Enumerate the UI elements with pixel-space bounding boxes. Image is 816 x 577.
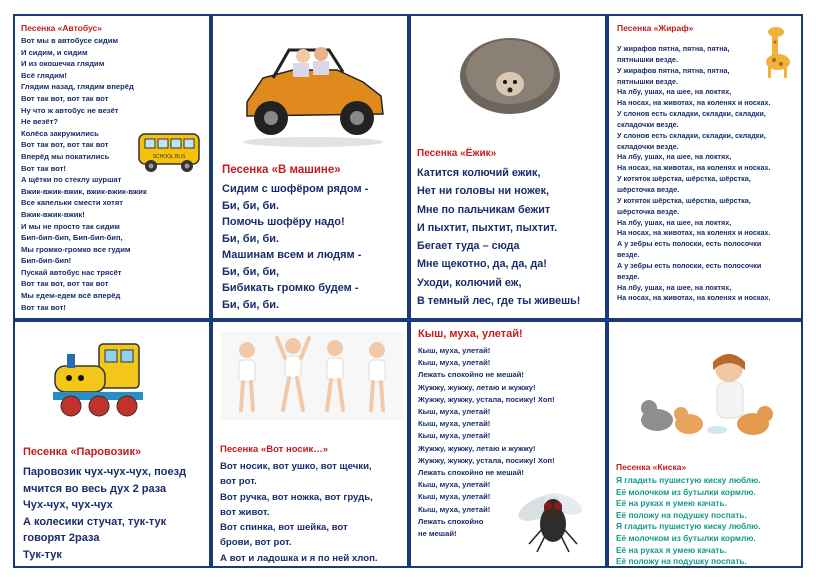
song-lines bbox=[616, 475, 761, 568]
song-line: Вот так вот, вот так вот bbox=[21, 93, 109, 103]
song-line: Колёса закружились bbox=[21, 128, 99, 138]
song-line: Жужжу, жужжу, устала, посижу! Хоп! bbox=[418, 394, 555, 404]
song-line: Жужжу, жужжу, устала, посижу! Хоп! bbox=[418, 455, 555, 465]
song-line: Вперёд мы покатились bbox=[21, 151, 110, 161]
school-bus-illustration bbox=[135, 124, 205, 176]
song-line: Бип-бип-бип, Бип-бип-бип, bbox=[21, 233, 123, 243]
song-line: Вот ручка, вот ножка, вот грудь, bbox=[220, 491, 373, 503]
song-line: У слонов есть складки, складки, складки, bbox=[617, 130, 766, 140]
song-lines bbox=[21, 35, 147, 313]
song-line: Глядим назад, глядим вперёд bbox=[21, 82, 134, 92]
song-line: И пыхтит, пыхтит, пыхтит. bbox=[417, 221, 558, 234]
card-fly bbox=[409, 320, 607, 568]
song-line: Не везёт? bbox=[21, 117, 58, 127]
song-line: Вот мы в автобусе сидим bbox=[21, 36, 118, 45]
hedgehog-photo bbox=[455, 28, 565, 118]
song-line: А колесики стучат, тук-тук bbox=[23, 515, 167, 528]
song-line: У котяток шёрстка, шёрстка, шёрстка, bbox=[617, 174, 751, 184]
song-line: Би, би, би. bbox=[222, 232, 280, 245]
card-title: Песенка «В машине» bbox=[222, 164, 341, 176]
song-line: В темный лес, где ты живешь! bbox=[417, 295, 581, 308]
song-lines bbox=[23, 464, 186, 563]
song-line: У жирафов пятна, пятна, пятна, bbox=[617, 65, 730, 75]
song-line: На лбу, ушах, на шее, на локтях, bbox=[617, 282, 732, 292]
song-line: Её положу на подушку поспать. bbox=[616, 509, 747, 520]
song-line: Кыш, муха, улетай! bbox=[418, 407, 491, 417]
song-line: Мы едем-едем всё вперёд bbox=[21, 291, 121, 301]
song-line: Кыш, муха, улетай! bbox=[418, 346, 491, 355]
song-line: вот рот. bbox=[220, 476, 257, 488]
song-line: не мешай! bbox=[418, 529, 457, 539]
song-line: Уходи, колючий еж, bbox=[417, 276, 522, 289]
song-line: И сидим, и сидим bbox=[21, 47, 88, 57]
song-line: Бип-бип-бип! bbox=[21, 256, 72, 266]
song-line: Кыш, муха, улетай! bbox=[418, 419, 491, 429]
song-line: Пускай автобус нас трясёт bbox=[21, 267, 122, 277]
song-line: Мне щекотно, да, да, да! bbox=[417, 258, 547, 271]
song-line: У слонов есть складки, складки, складки, bbox=[617, 109, 766, 119]
song-line: Кыш, муха, улетай! bbox=[418, 431, 491, 441]
song-line: На носах, на животах, на коленях и носках. bbox=[617, 98, 771, 108]
song-line: Я гладить пушистую киску люблю. bbox=[616, 475, 761, 485]
song-line: говорят 2раза bbox=[23, 532, 100, 544]
song-line: На носах, на животах, на коленях и носках. bbox=[617, 293, 771, 303]
card-title: Песенка «Автобус» bbox=[21, 23, 102, 33]
song-line: На лбу, ушах, на шее, на локтях, bbox=[617, 217, 732, 227]
song-line: Её молочком из бутылки кормлю. bbox=[616, 486, 756, 497]
song-lines bbox=[220, 459, 378, 566]
song-line: На лбу, ушах, на шее, на локтях, bbox=[617, 87, 732, 97]
song-line: Помочь шофёру надо! bbox=[222, 216, 345, 228]
song-line: пятнышки везде. bbox=[617, 54, 678, 64]
song-line: Би, би, би. bbox=[222, 298, 280, 311]
song-line: Чух-чух, чух-чух bbox=[23, 499, 113, 511]
song-line: И из окошечка глядим bbox=[21, 59, 105, 69]
song-line: Кыш, муха, улетай! bbox=[418, 358, 491, 368]
song-line: Бегает туда – сюда bbox=[417, 240, 520, 253]
song-line: Вот так вот! bbox=[21, 163, 66, 173]
song-cards-grid bbox=[13, 14, 803, 568]
card-title: Песенка «Вот носик…» bbox=[220, 444, 329, 455]
song-line: пятнышки везде. bbox=[617, 76, 678, 86]
song-line: складочки везде. bbox=[617, 141, 679, 151]
song-line: Мы громко-громко все гудим bbox=[21, 244, 131, 254]
card-hedgehog bbox=[409, 14, 607, 320]
song-line: На лбу, ушах, на шее, на локтях, bbox=[617, 152, 732, 162]
song-line: Жужжу, жужжу, летаю и жужжу! bbox=[418, 382, 536, 392]
song-line: вот живот. bbox=[220, 506, 270, 518]
song-line: Её молочком из бутылки кормлю. bbox=[616, 532, 756, 543]
song-line: шёрсточка везде. bbox=[617, 206, 680, 216]
song-line: Жужжу, жужжу, летаю и жужжу! bbox=[418, 443, 536, 453]
card-giraffe bbox=[607, 14, 803, 320]
song-line: Все капельки смести хотят bbox=[21, 198, 123, 208]
toy-train-illustration bbox=[47, 336, 153, 422]
song-line: Би, би, би, bbox=[222, 265, 280, 278]
song-line: складочки везде. bbox=[617, 119, 679, 129]
song-line: Машинам всем и людям - bbox=[222, 249, 362, 261]
song-line: Её на руках я умею качать. bbox=[616, 498, 727, 509]
toy-car-photo bbox=[233, 30, 393, 148]
song-line: Лежать спокойно не мешай! bbox=[418, 468, 524, 478]
song-line: Ну что ж автобус не везёт bbox=[21, 105, 119, 115]
card-nose bbox=[211, 320, 409, 568]
song-line: Вот носик, вот ушко, вот щечки, bbox=[220, 461, 372, 472]
song-line: На носах, на животах, на коленях и носках. bbox=[617, 163, 771, 173]
babies-photo bbox=[221, 332, 403, 420]
bus-sign: SCHOOL BUS bbox=[152, 154, 186, 160]
card-title: Кыш, муха, улетай! bbox=[418, 328, 523, 340]
song-line: У котяток шёрстка, шёрстка, шёрстка, bbox=[617, 195, 751, 205]
song-line: Её положу на подушку поспать. bbox=[616, 556, 747, 567]
song-line: Я гладить пушистую киску люблю. bbox=[616, 521, 761, 532]
song-line: А щётки по стеклу шуршат bbox=[21, 175, 122, 185]
song-line: А у зебры есть полоски, есть полосочки bbox=[617, 260, 762, 270]
song-line: Лежать спокойно bbox=[418, 516, 484, 526]
song-line: Вот так вот, вот так вот bbox=[21, 140, 109, 150]
song-line: Кыш, муха, улетай! bbox=[418, 480, 491, 490]
song-line: Тук-тук bbox=[23, 548, 62, 561]
song-line: Мне по пальчикам бежит bbox=[417, 203, 551, 216]
song-line: Кыш, муха, улетай! bbox=[418, 504, 491, 514]
fly-illustration bbox=[513, 480, 593, 554]
card-title: Песенка «Жираф» bbox=[617, 23, 694, 33]
song-line: Вот так вот! bbox=[21, 302, 66, 312]
song-line: брови, вот рот. bbox=[220, 537, 292, 549]
song-line: Нет ни головы ни ножек, bbox=[417, 185, 550, 198]
song-line: Вот так вот, вот так вот bbox=[21, 279, 109, 289]
song-line: Вот спинка, вот шейка, вот bbox=[220, 522, 348, 534]
card-title: Песенка «Ёжик» bbox=[417, 148, 497, 159]
song-line: Катится колючий ежик, bbox=[417, 167, 541, 179]
card-kitty bbox=[607, 320, 803, 568]
card-car bbox=[211, 14, 409, 320]
song-line: Паровозик чух-чух-чух, поезд bbox=[23, 466, 187, 478]
card-bus bbox=[13, 14, 211, 320]
song-line: мчится во весь дух 2 раза bbox=[23, 482, 167, 495]
song-line: Вжик-вжик-вжик, вжик-вжик-вжик bbox=[21, 186, 147, 196]
song-lines bbox=[417, 164, 580, 310]
card-train bbox=[13, 320, 211, 568]
girl-with-kittens-photo bbox=[637, 346, 783, 438]
song-line: Кыш, муха, улетай! bbox=[418, 492, 491, 502]
song-line: А у зебры есть полоски, есть полосочки bbox=[617, 239, 762, 249]
song-line: На носах, на животах, на коленях и носках. bbox=[617, 228, 771, 238]
song-line: Бибикать громко будем - bbox=[222, 282, 359, 294]
song-line: везде. bbox=[617, 271, 640, 281]
song-line: И мы не просто так сидим bbox=[21, 221, 120, 231]
song-line: Её на руках я умею качать. bbox=[616, 544, 727, 555]
card-title: Песенка «Киска» bbox=[616, 462, 687, 472]
song-line: Лежать спокойно не мешай! bbox=[418, 370, 524, 380]
song-line: Вжик-вжик-вжик! bbox=[21, 209, 85, 219]
song-line: шёрсточка везде. bbox=[617, 184, 680, 194]
card-title: Песенка «Паровозик» bbox=[23, 446, 142, 458]
song-line: Би, би, би. bbox=[222, 199, 280, 212]
song-line: Сидим с шофёром рядом - bbox=[222, 183, 369, 195]
song-lines bbox=[222, 181, 368, 313]
song-line: У жирафов пятна, пятна, пятна, bbox=[617, 44, 730, 53]
song-line: Всё глядим! bbox=[21, 70, 67, 80]
song-line: везде. bbox=[617, 250, 640, 260]
song-line: А вот и ладошка и я по ней хлоп. bbox=[220, 552, 378, 564]
song-lines bbox=[617, 44, 770, 304]
